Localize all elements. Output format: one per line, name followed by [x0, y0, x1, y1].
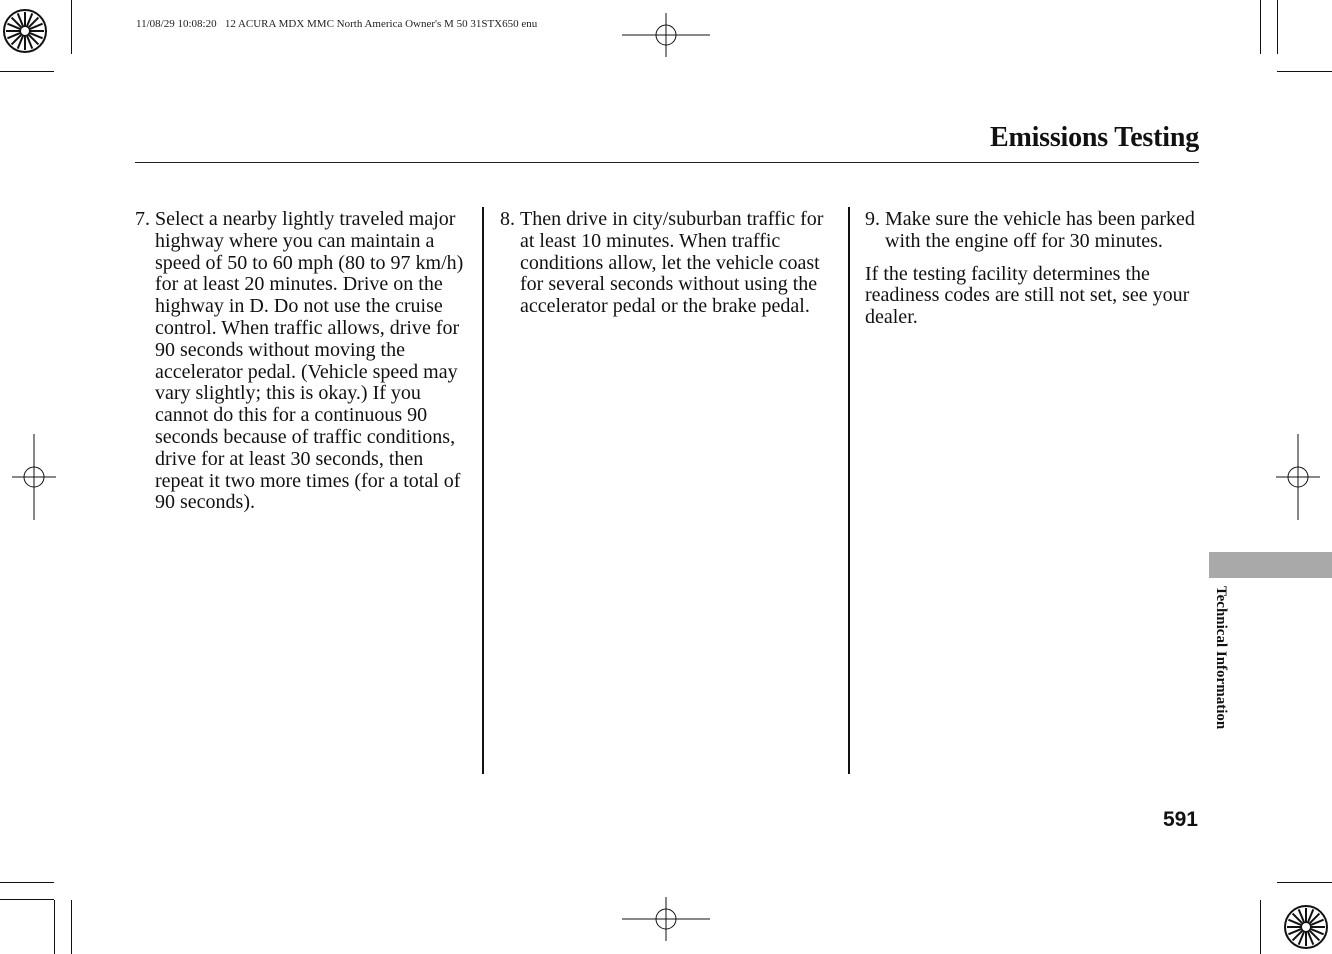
crop-mark — [1260, 900, 1261, 954]
crop-mark — [0, 899, 54, 900]
step-text: Select a nearby lightly traveled major highway where you can maintain a speed of 50 to 60 mph (80 to 97 km/h) for at least 20 minutes. Drive on the highway in D. Do not use the cruise control. When traffic allows, drive for 90 seconds without moving the accelerator pedal. (Vehicle speed may vary slightly; this is okay.) If you cannot do this for a continuous 90 seconds because of traffic conditions, drive for at least 30 seconds, then repeat it two more times (for a total of 90 seconds). — [155, 208, 464, 514]
page-number: 591 — [1162, 808, 1198, 831]
crop-mark — [0, 71, 54, 72]
step-text: Make sure the vehicle has been parked with the engine off for 30 minutes. — [885, 208, 1195, 252]
crop-mark — [1260, 0, 1261, 54]
section-tab-label: Technical Information — [1213, 586, 1229, 730]
crosshair-registration-icon — [12, 434, 56, 520]
column-2 — [500, 209, 836, 318]
step-text: Then drive in city/suburban traffic for at least 10 minutes. When traffic conditions allow, let the vehicle coast for several seconds without using the accelerator pedal or the brake pedal. — [520, 208, 824, 318]
sunburst-registration-icon — [2, 8, 48, 54]
column-divider — [482, 207, 484, 774]
print-meta-header: 11/08/29 10:08:20 12 ACURA MDX MMC North America Owner's M 50 31STX650 enu — [136, 18, 538, 30]
crosshair-registration-icon — [622, 13, 710, 57]
column-divider — [848, 207, 850, 774]
column-1 — [135, 209, 471, 514]
crop-mark — [71, 900, 72, 954]
closing-paragraph: If the testing facility determines the readiness codes are still not set, see your dealer. — [865, 262, 1190, 329]
step-item — [500, 209, 836, 318]
column-3 — [865, 209, 1195, 340]
crop-mark — [1277, 882, 1332, 883]
crop-mark — [54, 900, 55, 954]
step-number: 9. — [865, 208, 880, 230]
crosshair-registration-icon — [622, 897, 710, 941]
step-item — [135, 209, 471, 514]
crop-mark — [71, 0, 72, 54]
step-item — [865, 209, 1195, 253]
crosshair-registration-icon — [1276, 434, 1320, 520]
step-number: 8. — [500, 208, 515, 230]
step-number: 7. — [135, 208, 150, 230]
sunburst-registration-icon — [1283, 904, 1329, 950]
crop-mark — [1277, 0, 1278, 54]
section-tab-marker — [1209, 552, 1332, 578]
crop-mark — [1277, 71, 1332, 72]
title-divider — [135, 162, 1199, 163]
crop-mark — [0, 882, 54, 883]
page-title: Emissions Testing — [989, 122, 1199, 153]
